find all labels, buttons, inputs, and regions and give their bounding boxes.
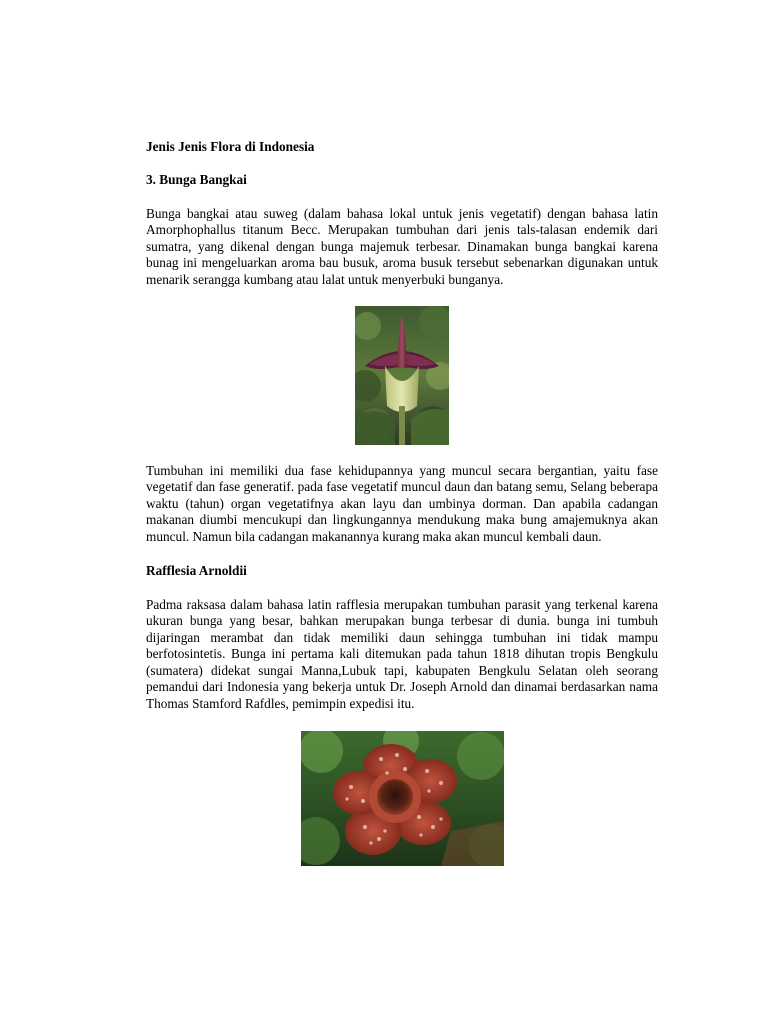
section-heading-bunga-bangkai: 3. Bunga Bangkai [146, 172, 247, 187]
paragraph-rafflesia: Padma raksasa dalam bahasa latin rafflesia merupakan tumbuhan parasit yang terkenal karena ukuran bunga yang besar, bahkan merupakan bunga terbesar di dunia. bunga ini tumbuh dijaringan merambat dan tidak memiliki daun sehingga tumbuhan ini tidak mampu berfotosintetis. Bunga ini pertama kali ditemukan pada tahun 1818 dihutan tropis Bengkulu (sumatera) didekat sungai Manna,Lubuk tapi, kabupaten Bengkulu Selatan oleh seorang pemandui dari Indonesia yang bekerja untuk Dr. Joseph Arnold dan dinamai berdasarkan nama Thomas Stamford Rafdles, pemimpin expedisi itu. [146, 597, 658, 711]
rafflesia-photo [301, 731, 504, 866]
bunga-bangkai-photo [355, 306, 449, 445]
document-page [146, 139, 658, 866]
paragraph-bunga-bangkai-phases: Tumbuhan ini memiliki dua fase kehidupannya yang muncul secara bergantian, yaitu fase vegetatif dan fase generatif. pada fase vegetatif muncul daun dan batang semu, Selang beberapa waktu (tahun) organ vegetatifnya akan layu dan umbinya dorman. Dan apabila cadangan makanan diumbi mencukupi dan lingkungannya mendukung maka bung amajemuknya akan muncul. Namun bila cadangan makanannya kurang maka akan muncul kembali daun. [146, 463, 658, 544]
document-title: Jenis Jenis Flora di Indonesia [146, 139, 315, 154]
section-heading-rafflesia: Rafflesia Arnoldii [146, 563, 247, 579]
paragraph-bunga-bangkai-intro: Bunga bangkai atau suweg (dalam bahasa lokal untuk jenis vegetatif) dengan bahasa latin Amorphophallus titanum Becc. Merupakan tumbuhan dari jenis tals-talasan endemik dari sumatra, yang dikenal dengan bunga majemuk terbesar. Dinamakan bunga bangkai karena bunag ini mengeluarkan aroma bau busuk, aroma busuk tersebut sebenarkan digunakan untuk menarik serangga kumbang atau lalat untuk menyerbuki bunganya. [146, 206, 658, 287]
